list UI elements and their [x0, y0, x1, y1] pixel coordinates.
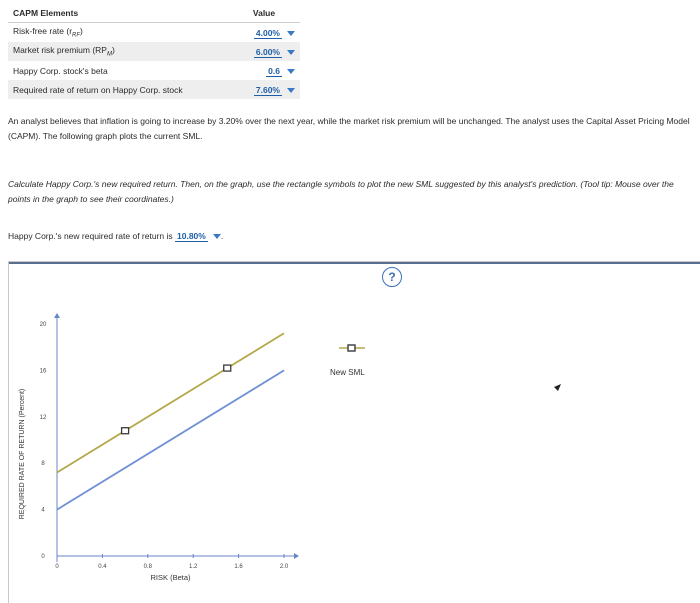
label-text: Happy Corp. stock's beta: [13, 65, 108, 76]
x-tick-label: 1.6: [234, 564, 243, 570]
x-tick-label: 0.8: [143, 564, 152, 570]
row-label: [8, 23, 228, 43]
x-tick-label: 2.0: [279, 564, 289, 570]
new-return-dropdown[interactable]: [175, 231, 224, 241]
chevron-down-icon: [287, 50, 295, 55]
label-text: Market risk premium (RP: [13, 45, 107, 56]
capm-header-row: [8, 2, 300, 23]
instructions-paragraph: Calculate Happy Corp.'s new required return. Then, on the graph, use the rectangle symbols to plot the new SML suggested by this analyst's prediction. (Tool tip: Mouse over the points in the graph to see their coordinates.): [8, 179, 674, 204]
y-axis-label: REQUIRED RATE OF RETURN (Percent): [19, 388, 26, 520]
x-tick-label: 1.2: [189, 564, 198, 570]
x-axis-label: RISK (Beta): [150, 573, 191, 582]
dropdown-value: 10.80%: [177, 231, 206, 241]
dropdown-value: 4.00%: [255, 27, 280, 38]
label-subscript: M: [106, 51, 112, 58]
y-tick-label: 4: [41, 507, 45, 514]
x-tick-label: 0.4: [98, 564, 107, 570]
legend-label: New SML: [330, 368, 365, 377]
chevron-down-icon: [213, 234, 221, 239]
row-label: [8, 42, 228, 61]
capm-table: [8, 2, 300, 99]
new-return-sentence: [8, 231, 223, 241]
value-header: Value: [228, 2, 300, 23]
legend-rectangle-symbol[interactable]: [348, 345, 355, 351]
new-sml-line: [57, 333, 284, 472]
graph-panel: [8, 261, 700, 603]
capm-row-beta: [8, 61, 300, 80]
x-tick-label: 0: [55, 564, 59, 570]
label-text: Required rate of return on Happy Corp. stock: [13, 84, 183, 95]
required-return-dropdown[interactable]: [228, 80, 300, 99]
new-return-suffix: .: [220, 231, 224, 241]
dropdown-value: 7.60%: [255, 84, 280, 95]
analyst-paragraph: An analyst believes that inflation is going to increase by 3.20% over the next year, while the market risk premium will be unchanged. The analyst uses the Capital Asset Pricing Model (CAPM). The following graph plots the current SML.: [8, 116, 690, 141]
label-text: Risk-free rate (r: [13, 26, 73, 37]
chevron-down-icon: [287, 69, 295, 74]
chart-plot: [57, 333, 284, 509]
label-close: ): [80, 26, 83, 37]
row-label: [8, 61, 228, 80]
dropdown-value: 6.00%: [255, 46, 280, 57]
y-tick-label: 8: [41, 461, 45, 468]
current-sml-line: [57, 370, 284, 509]
dropdown-value: 0.6: [268, 65, 280, 76]
beta-dropdown[interactable]: [228, 61, 300, 80]
x-axis-arrow-icon: [294, 553, 299, 559]
chart-legend[interactable]: [330, 345, 365, 377]
y-tick-label: 0: [41, 554, 45, 560]
cursor-arrow-icon: [554, 384, 561, 391]
label-subscript: RF: [72, 32, 81, 39]
sml-point-rectangle[interactable]: [122, 428, 129, 434]
y-tick-label: 20: [39, 322, 47, 328]
y-tick-label: 16: [39, 368, 47, 375]
market-risk-premium-dropdown[interactable]: [228, 42, 300, 61]
label-close: ): [111, 45, 115, 56]
y-tick-label: 12: [39, 414, 47, 421]
capm-row-market-risk-premium: [8, 42, 300, 61]
sml-point-rectangle[interactable]: [224, 365, 231, 371]
sml-chart[interactable]: [9, 262, 700, 603]
risk-free-dropdown[interactable]: [228, 23, 300, 43]
y-axis-arrow-icon: [54, 313, 60, 318]
chevron-down-icon: [287, 88, 295, 93]
capm-row-required-return: [8, 80, 300, 99]
new-return-prefix: Happy Corp.'s new required rate of return is: [8, 231, 173, 241]
capm-row-risk-free: [8, 23, 300, 43]
chevron-down-icon: [287, 31, 295, 36]
row-label: [8, 80, 228, 99]
help-button[interactable]: ?: [382, 267, 402, 287]
capm-elements-header: CAPM Elements: [8, 2, 228, 23]
